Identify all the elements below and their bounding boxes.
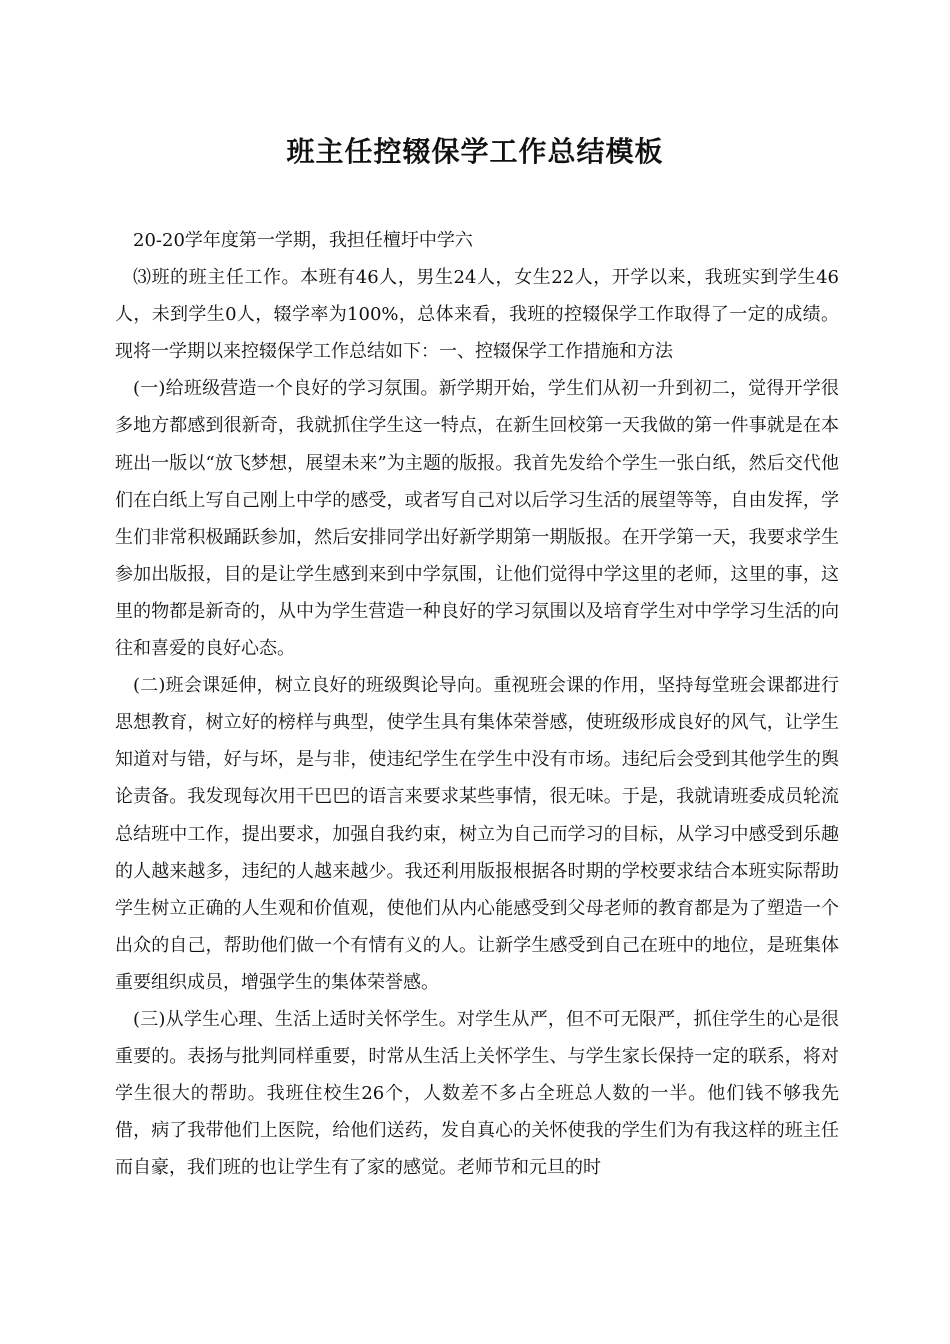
body-paragraph-section-3: (三)从学生心理、生活上适时关怀学生。对学生从严，但不可无限严，抓住学生的心是很重要的。表扬与批判同样重要，时常从生活上关怀学生、与学生家长保持一定的联系，将对学生很大的帮助。我班住校生26个，人数差不多占全班总人数的一半。他们钱不够我先借，病了我带他们上医院，给他们送药，发自真心的关怀使我的学生们为有我这样的班主任而自豪，我们班的也让学生有了家的感觉。老师节和元旦的时: [115, 1008, 839, 1179]
body-paragraph-section-2: (二)班会课延伸，树立良好的班级舆论导向。重视班会课的作用，坚持每堂班会课都进行思想教育，树立好的榜样与典型，使学生具有集体荣誉感，使班级形成良好的风气，让学生知道对与错，好与坏，是与非，使违纪学生在学生中没有市场。违纪后会受到其他学生的舆论责备。我发现每次用干巴巴的语言来要求某些事情，很无味。于是，我就请班委成员轮流总结班中工作，提出要求，加强自我约束，树立为自己而学习的目标，从学习中感受到乐趣的人越来越多，违纪的人越来越少。我还利用版报根据各时期的学校要求结合本班实际帮助学生树立正确的人生观和价值观，使他们从内心能感受到父母老师的教育都是为了塑造一个出众的自己，帮助他们做一个有情有义的人。让新学生感受到自己在班中的地位，是班集体重要组织成员，增强学生的集体荣誉感。: [115, 675, 839, 993]
body-paragraph-section-1: (一)给班级营造一个良好的学习氛围。新学期开始，学生们从初一升到初二，觉得开学很多地方都感到很新奇，我就抓住学生这一特点，在新生回校第一天我做的第一件事就是在本班出一版以“放飞梦想，展望未来”为主题的版报。我首先发给个学生一张白纸，然后交代他们在白纸上写自己刚上中学的感受，或者写自己对以后学习生活的展望等等，自由发挥，学生们非常积极踊跃参加，然后安排同学出好新学期第一期版报。在开学第一天，我要求学生参加出版报，目的是让学生感到来到中学氛围，让他们觉得中学这里的老师，这里的事，这里的物都是新奇的，从中为学生营造一种良好的学习氛围以及培育学生对中学学习生活的向往和喜爱的良好心态。: [115, 378, 839, 660]
body-paragraph-class-overview: ⑶班的班主任工作。本班有46人，男生24人，女生22人，开学以来，我班实到学生46人，未到学生0人，辍学率为100%，总体来看，我班的控辍保学工作取得了一定的成绩。现将一学期以来控辍保学工作总结如下：一、控辍保学工作措施和方法: [115, 267, 839, 363]
body-paragraph-intro: 20-20学年度第一学期，我担任檀圩中学六: [133, 230, 473, 251]
document-title: 班主任控辍保学工作总结模板: [286, 135, 664, 168]
document-body: [115, 222, 839, 1186]
